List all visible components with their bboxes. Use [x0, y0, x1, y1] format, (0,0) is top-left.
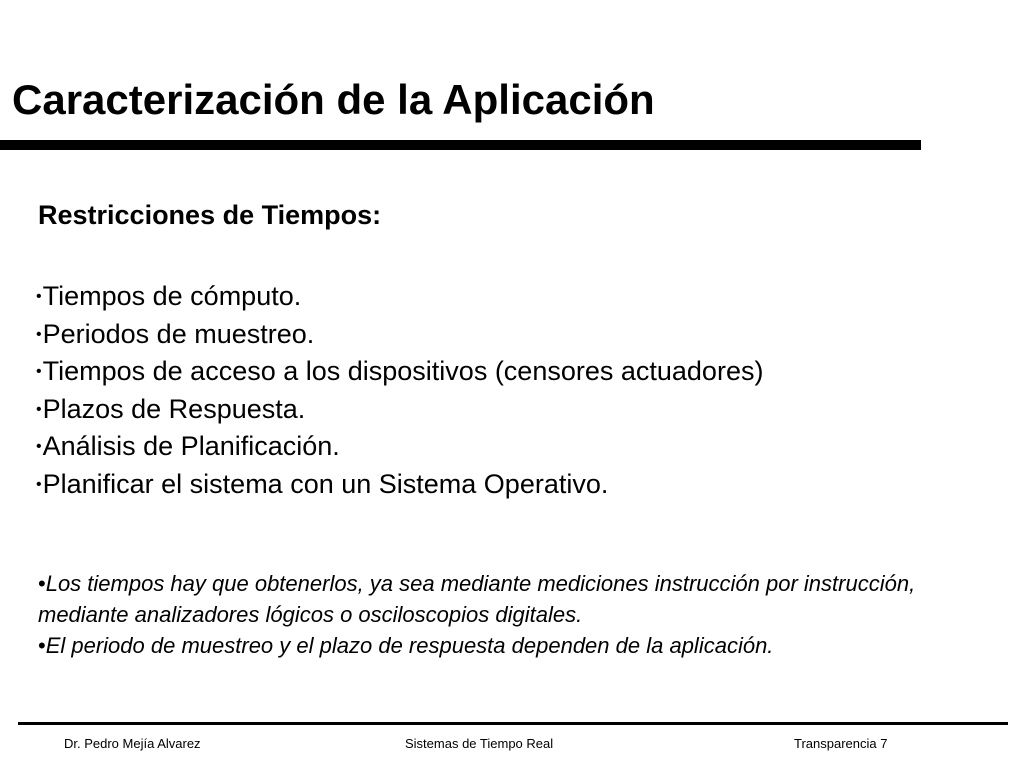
bullet-marker: • — [38, 571, 46, 596]
bullet-marker: • — [36, 325, 42, 343]
bullet-marker: • — [36, 475, 42, 493]
footer-author: Dr. Pedro Mejía Alvarez — [64, 736, 201, 751]
bullet-text: Planificar el sistema con un Sistema Operativo. — [42, 468, 609, 499]
bullet-marker: • — [36, 400, 42, 418]
note-text: Los tiempos hay que obtenerlos, ya sea mediante mediciones instrucción por instrucción, mediante analizadores lógicos o osciloscopios digitales. — [38, 571, 916, 627]
bullet-item — [36, 391, 763, 429]
note-item — [38, 568, 938, 630]
bullet-marker: • — [36, 363, 42, 380]
section-heading: Restricciones de Tiempos: — [38, 200, 382, 230]
bullet-text: Periodos de muestreo. — [42, 318, 315, 349]
footer-course: Sistemas de Tiempo Real — [405, 736, 554, 751]
note-text: El periodo de muestreo y el plazo de respuesta dependen de la aplicación. — [45, 633, 774, 658]
bullet-text: Análisis de Planificación. — [42, 431, 340, 461]
bullet-item — [36, 466, 763, 504]
footer-page-number: Transparencia 7 — [794, 736, 888, 751]
footer-divider — [18, 722, 1008, 725]
bullet-marker: • — [38, 633, 46, 658]
bullet-text: Tiempos de acceso a los dispositivos (censores actuadores) — [42, 356, 764, 386]
slide-title: Caracterización de la Aplicación — [12, 76, 655, 123]
bullet-marker: • — [36, 288, 42, 305]
bullet-item — [36, 428, 763, 466]
bullet-marker: • — [36, 438, 42, 455]
bullet-text: Plazos de Respuesta. — [42, 393, 306, 424]
bullet-item — [36, 316, 763, 354]
bullet-item — [36, 353, 763, 391]
title-underline — [0, 140, 921, 150]
notes-list — [38, 568, 938, 661]
bullet-item — [36, 278, 763, 316]
bullet-text: Tiempos de cómputo. — [42, 281, 302, 311]
note-item — [38, 630, 938, 661]
bullet-list — [36, 278, 763, 503]
